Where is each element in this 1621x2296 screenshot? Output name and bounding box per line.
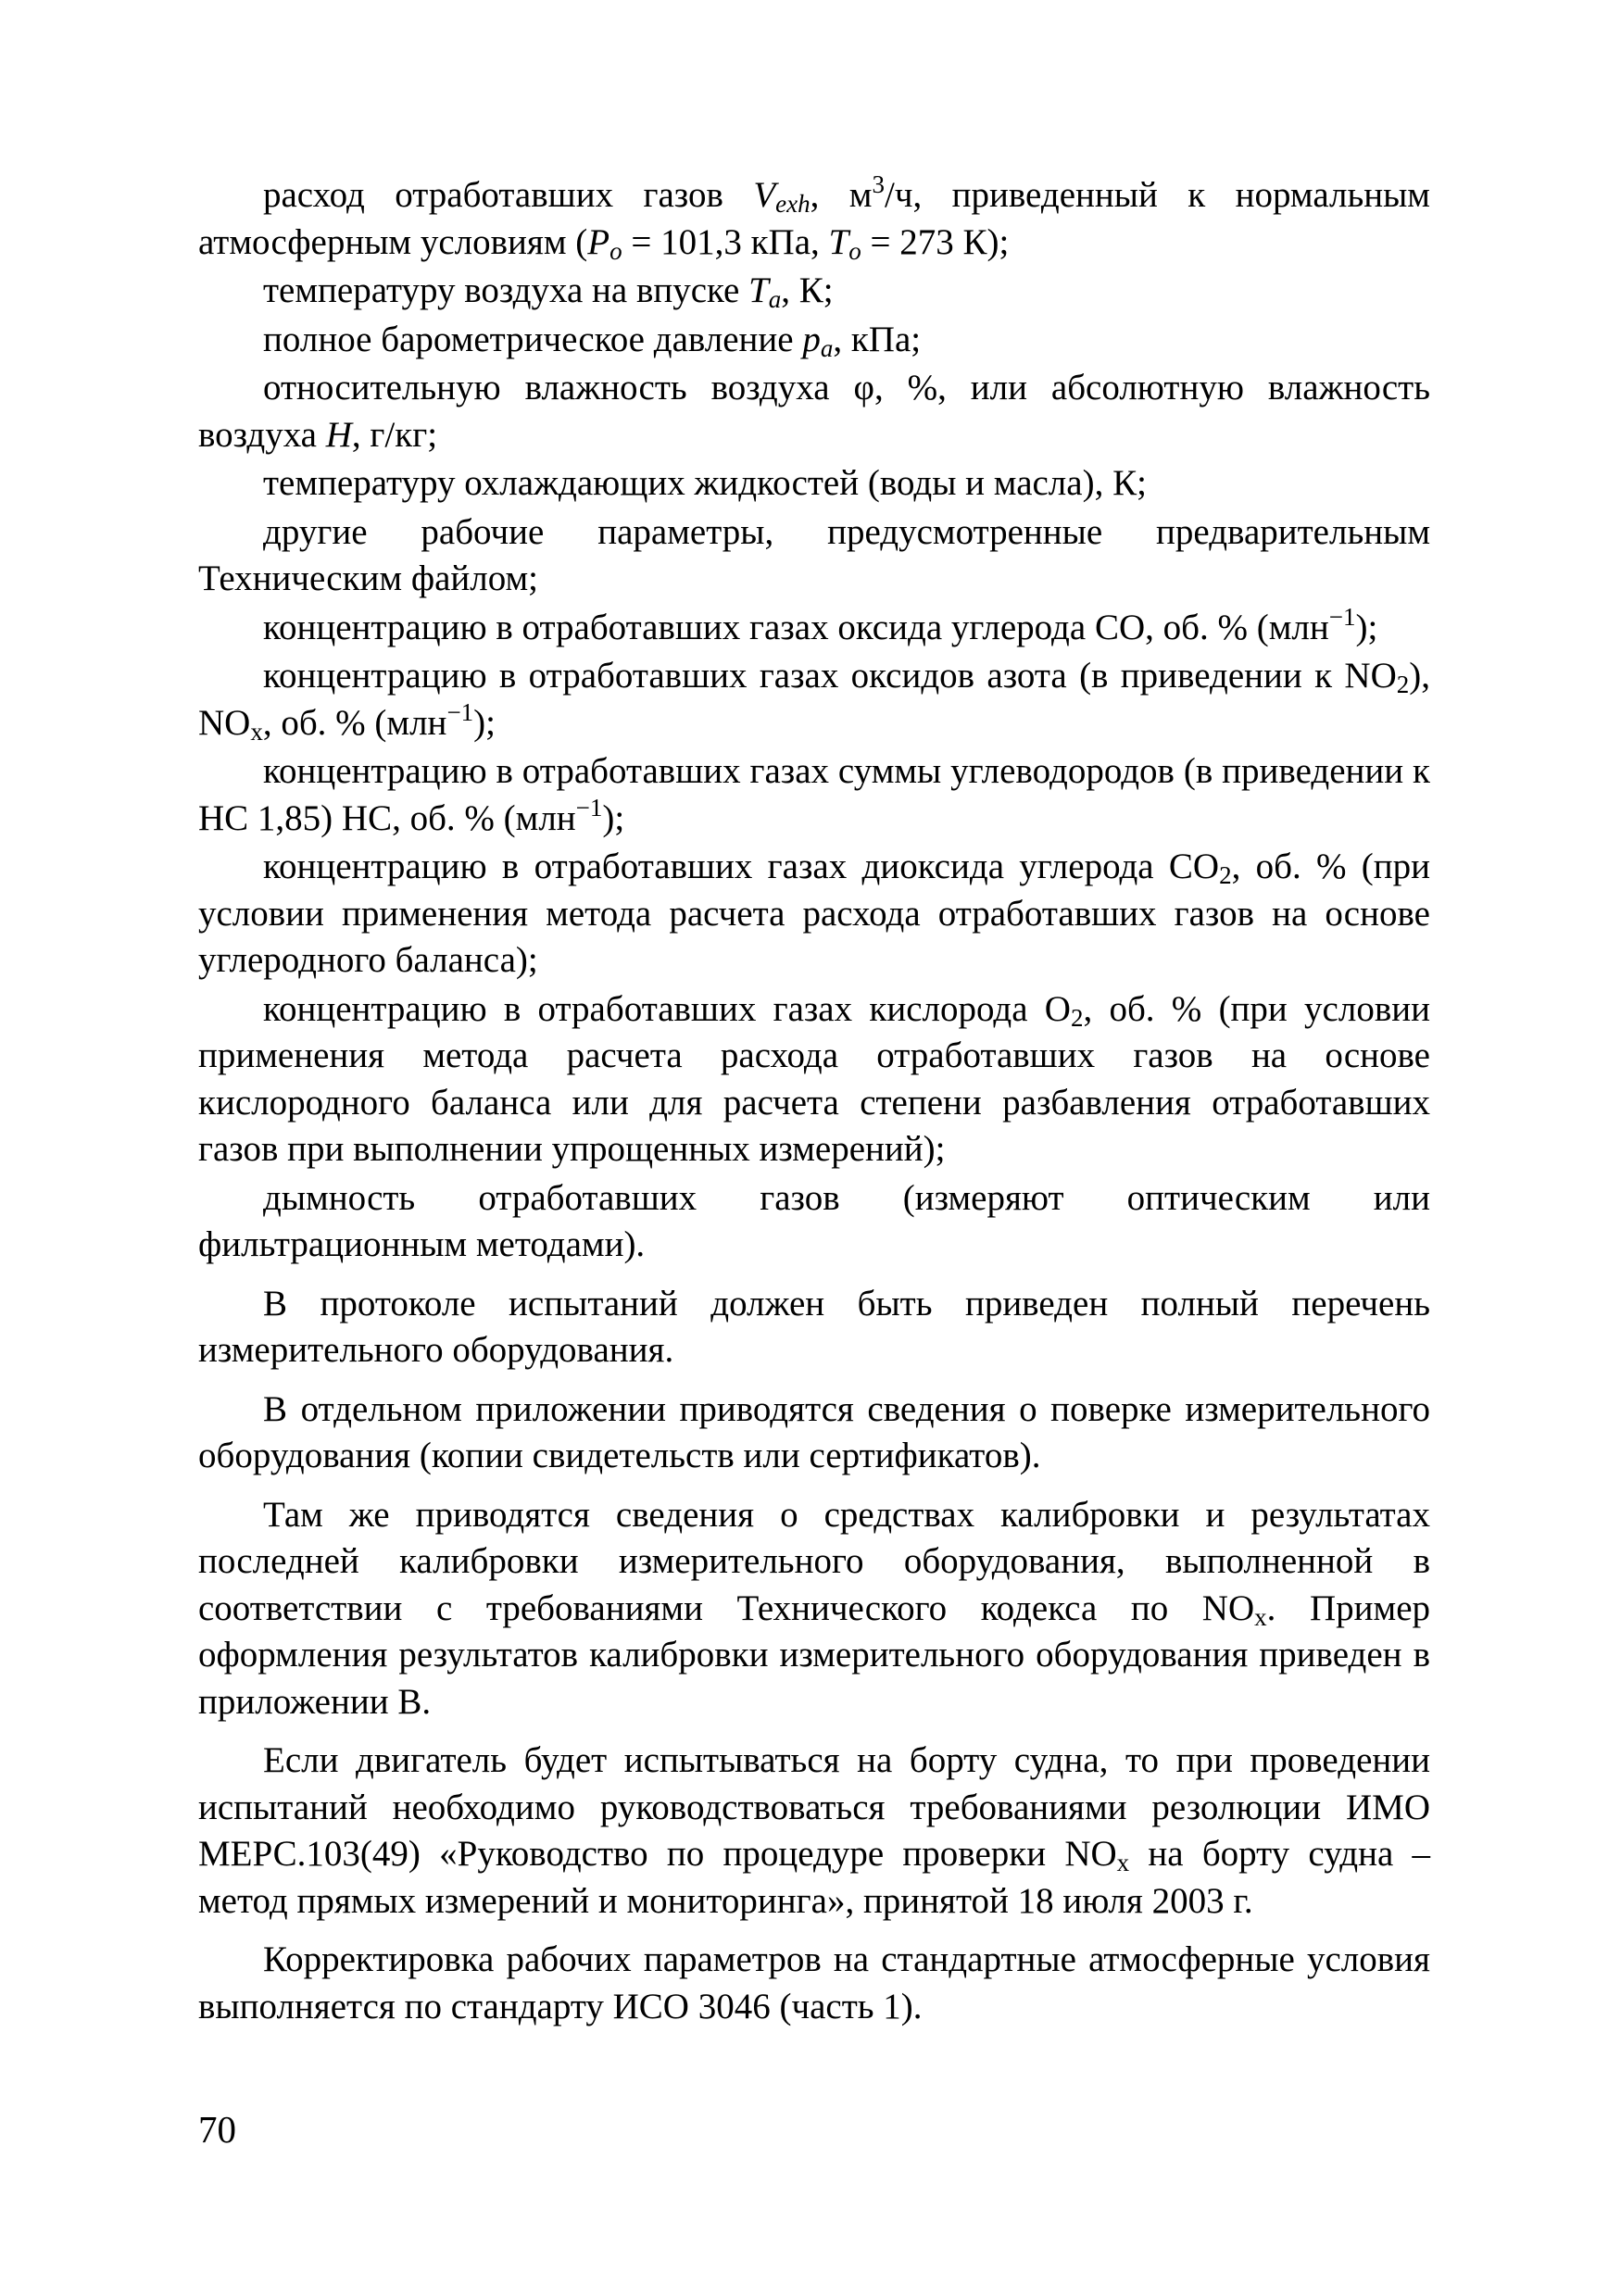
paragraph-correction: Корректировка рабочих параметров на стандартные атмосферные условия выполняется по стандарту ИСО 3046 (часть 1). [198, 1939, 1430, 2026]
paragraph-onboard-testing: Если двигатель будет испытываться на борту судна, то при проведении испытаний необходимо руководствоваться требованиями резолюции ИМО МЕРС.103(49) «Руководство по процедуре проверки $NO_x$ на борту судна – метод прямых измерений и мониторинга», принятой 18 июля 2003 г. [198, 1740, 1430, 1921]
paragraph-verification-appendix: В отдельном приложении приводятся сведения о поверке измерительного оборудования (копии свидетельств или сертификатов). [198, 1388, 1430, 1475]
paragraph-co-concentration: концентрацию в отработавших газах оксида углерода СО, об. % (млн$^{-1}$); [263, 602, 1378, 647]
body-text [198, 172, 1430, 2030]
paragraph-coolant-temperature: температуру охлаждающих жидкостей (воды и масла), К; [263, 463, 1147, 503]
paragraph-equipment-list: В протоколе испытаний должен быть приведен полный перечень измерительного оборудования. [198, 1283, 1430, 1370]
paragraph-exhaust-flow: расход отработавших газов $V_{exh}$, $м^3/ч$, приведенный к нормальным атмосферным условиям ($P_o = 101,3$ кПа, $T_o = 273$ К); [198, 170, 1430, 265]
paragraph-o2-concentration: концентрацию в отработавших газах кислорода $О_2$, об. % (при условии применения метода расчета расхода отработавших газов на основе кислородного баланса или для расчета степени разбавления отработавших газов при выполнении упрощенных измерений); [198, 988, 1430, 1169]
paragraph-barometric-pressure: полное барометрическое давление $p_a$, кПа; [263, 319, 922, 362]
paragraph-co2-concentration: концентрацию в отработавших газах диоксида углерода $СО_2$, об. % (при условии применения метода расчета расхода отработавших газов на основе углеродного баланса); [198, 847, 1431, 980]
paragraph-intake-temperature: температуру воздуха на впуске $T_a$, К; [263, 270, 834, 313]
paragraph-nox-concentration: концентрацию в отработавших газах оксидов азота (в приведении к $NO_2$), $NO_x$, об. % (млн$^{-1}$); [198, 656, 1430, 746]
paragraph-calibration: Там же приводятся сведения о средствах калибровки и результатах последней калибровки измерительного оборудования, выполненной в соответствии с требованиями Технического кодекса по $NO_x$. Пример оформления результатов калибровки измерительного оборудования приведен в приложении В. [198, 1494, 1430, 1722]
paragraph-humidity: относительную влажность воздуха φ, %, или абсолютную влажность воздуха H, г/кг; [198, 368, 1430, 455]
page-number: 70 [198, 2108, 236, 2151]
paragraph-smoke: дымность отработавших газов (измеряют оптическим или фильтрационным методами). [198, 1177, 1430, 1264]
paragraph-other-parameters: другие рабочие параметры, предусмотренные предварительным Техническим файлом; [198, 511, 1430, 598]
paragraph-hc-concentration: концентрацию в отработавших газах суммы углеводородов (в приведении к НС 1,85) НС, об. % (млн$^{-1}$); [198, 751, 1430, 838]
